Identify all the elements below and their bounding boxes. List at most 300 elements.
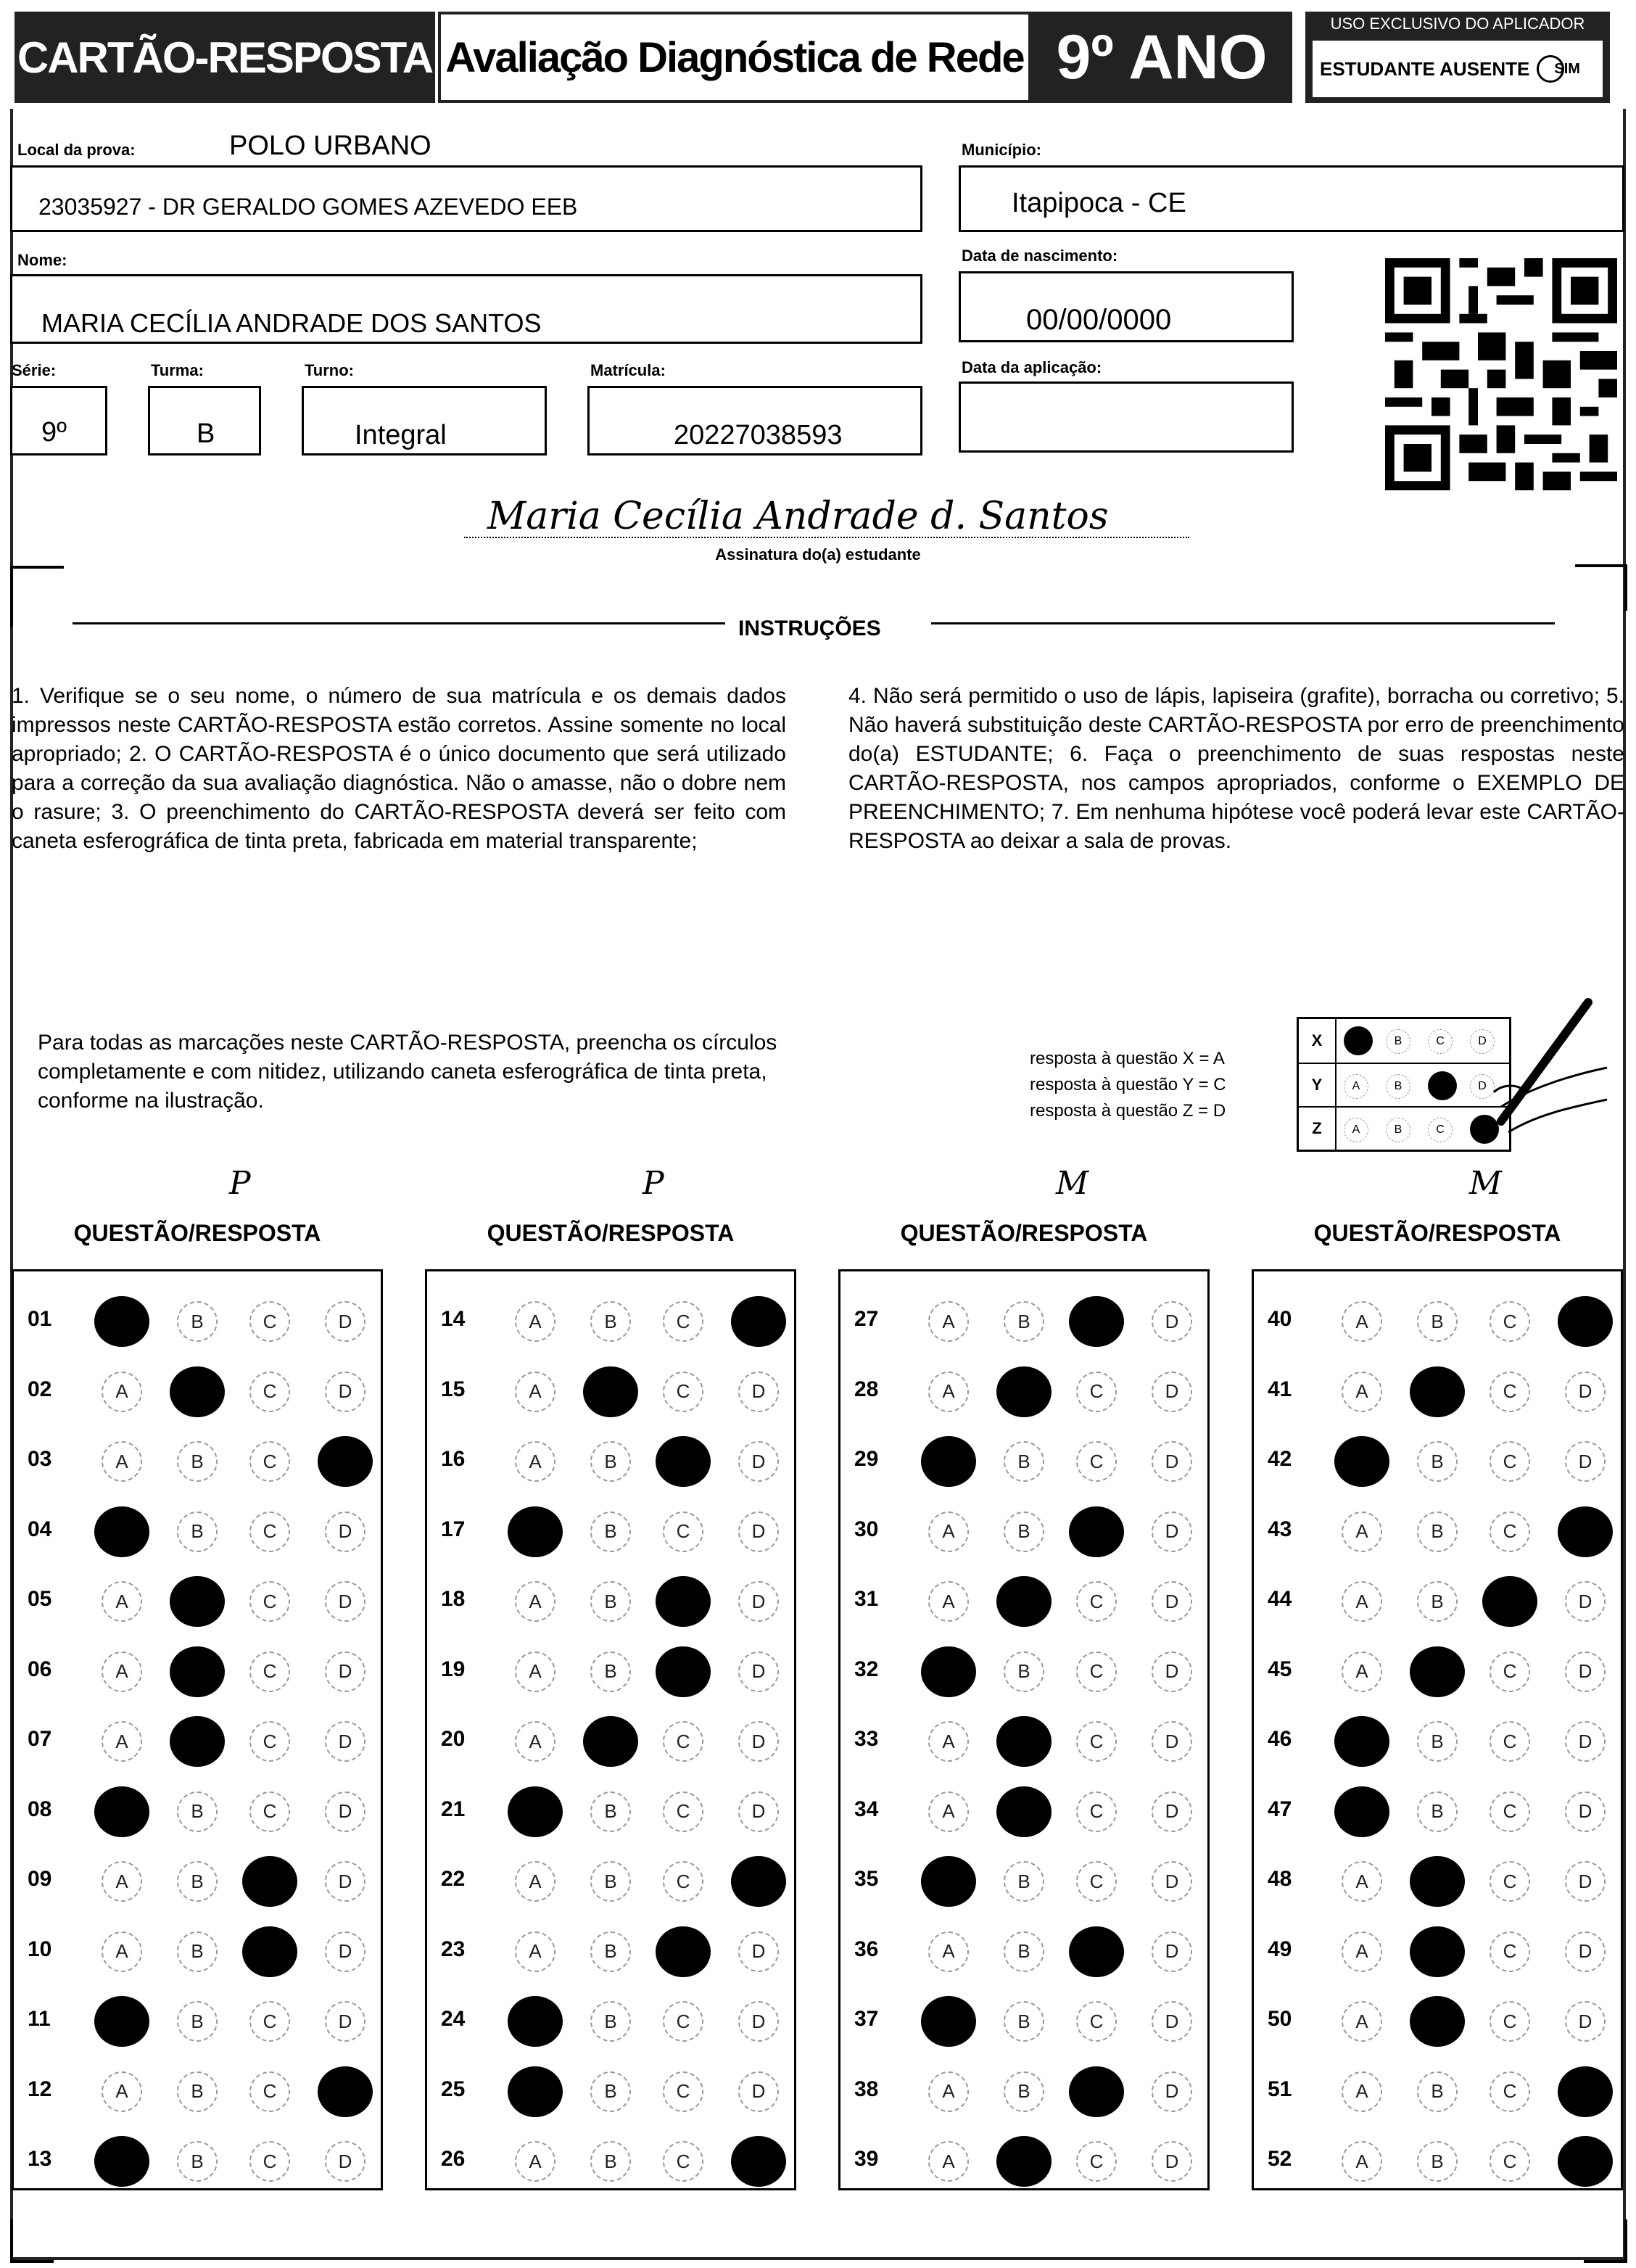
escola-field bbox=[10, 165, 922, 232]
exam-title: Avaliação Diagnóstica de Rede bbox=[438, 12, 1031, 103]
serie-label: Série: bbox=[12, 361, 57, 379]
answer-bubble-16-c[interactable] bbox=[656, 1436, 711, 1487]
question-number: 05 bbox=[28, 1587, 52, 1611]
answer-bubble-03-d[interactable] bbox=[318, 1436, 373, 1487]
answer-bubble-09-b[interactable]: B bbox=[177, 1861, 218, 1902]
example-row bbox=[1299, 1063, 1509, 1106]
answer-bubble-17-d[interactable]: D bbox=[738, 1512, 779, 1552]
answer-bubble-01-d[interactable]: D bbox=[325, 1301, 365, 1342]
answer-bubble-42-c[interactable]: C bbox=[1490, 1441, 1530, 1482]
question-number: 32 bbox=[854, 1657, 879, 1681]
answer-bubble-29-d[interactable]: D bbox=[1152, 1441, 1192, 1482]
corner-mark bbox=[1584, 2219, 1627, 2263]
answer-bubble-30-c[interactable] bbox=[1069, 1506, 1124, 1557]
answer-bubble-32-b[interactable]: B bbox=[1004, 1651, 1044, 1692]
answer-bubble-30-b[interactable]: B bbox=[1004, 1512, 1044, 1552]
answer-bubble-39-a[interactable]: A bbox=[928, 2141, 969, 2182]
answer-bubble-11-c[interactable]: C bbox=[249, 2001, 290, 2042]
answer-bubble-13-a[interactable] bbox=[94, 2136, 149, 2187]
answer-bubble-51-c[interactable]: C bbox=[1490, 2071, 1530, 2112]
answer-bubble-17-b[interactable]: B bbox=[590, 1512, 631, 1552]
example-x-text: resposta à questão X = A bbox=[1030, 1049, 1225, 1068]
answer-bubble-46-d[interactable]: D bbox=[1565, 1721, 1606, 1762]
answer-bubble-06-d[interactable]: D bbox=[325, 1651, 365, 1692]
column-header: QUESTÃO/RESPOSTA bbox=[73, 1220, 321, 1246]
answer-bubble-10-c[interactable] bbox=[242, 1926, 297, 1977]
answer-bubble-40-b[interactable]: B bbox=[1417, 1301, 1458, 1342]
answer-bubble-31-b[interactable] bbox=[996, 1576, 1052, 1627]
answer-bubble-02-d[interactable]: D bbox=[325, 1372, 365, 1412]
answer-bubble-46-b[interactable]: B bbox=[1417, 1721, 1458, 1762]
answer-bubble-30-d[interactable]: D bbox=[1152, 1512, 1192, 1552]
question-number: 30 bbox=[854, 1517, 879, 1541]
answer-bubble-31-d[interactable]: D bbox=[1152, 1581, 1192, 1622]
answer-bubble-15-d[interactable]: D bbox=[738, 1372, 779, 1412]
answer-bubble-13-b[interactable]: B bbox=[177, 2141, 218, 2182]
nome-label: Nome: bbox=[17, 251, 67, 269]
answer-bubble-36-a[interactable]: A bbox=[928, 1931, 969, 1972]
question-number: 13 bbox=[28, 2147, 52, 2171]
answer-bubble-49-d[interactable]: D bbox=[1565, 1931, 1606, 1972]
answer-bubble-08-c[interactable]: C bbox=[249, 1791, 290, 1832]
answer-bubble-36-c[interactable] bbox=[1069, 1926, 1124, 1977]
question-number: 42 bbox=[1268, 1447, 1292, 1471]
answer-bubble-21-a[interactable] bbox=[508, 1786, 563, 1837]
answer-bubble-50-d[interactable]: D bbox=[1565, 2001, 1606, 2042]
answer-bubble-45-c[interactable]: C bbox=[1490, 1651, 1530, 1692]
answer-bubble-01-a[interactable] bbox=[94, 1296, 149, 1347]
answer-bubble-45-b[interactable] bbox=[1410, 1646, 1465, 1697]
answer-bubble-20-b[interactable] bbox=[583, 1716, 638, 1767]
answer-bubble-35-c[interactable]: C bbox=[1076, 1861, 1117, 1902]
question-number: 23 bbox=[441, 1937, 466, 1961]
answer-bubble-24-a[interactable] bbox=[508, 1996, 563, 2047]
answer-bubble-41-d[interactable]: D bbox=[1565, 1372, 1606, 1412]
question-number: 46 bbox=[1268, 1727, 1292, 1751]
answer-bubble-48-b[interactable] bbox=[1410, 1856, 1465, 1907]
answer-bubble-28-b[interactable] bbox=[996, 1366, 1052, 1417]
answer-bubble-09-d[interactable]: D bbox=[325, 1861, 365, 1902]
answer-bubble-31-a[interactable]: A bbox=[928, 1581, 969, 1622]
column-header: QUESTÃO/RESPOSTA bbox=[1313, 1220, 1561, 1246]
question-number: 17 bbox=[441, 1517, 466, 1541]
answer-bubble-49-b[interactable] bbox=[1410, 1926, 1465, 1977]
question-number: 48 bbox=[1268, 1867, 1292, 1891]
municipio-field bbox=[959, 165, 1624, 232]
answer-bubble-27-c[interactable] bbox=[1069, 1296, 1124, 1347]
question-number: 41 bbox=[1268, 1377, 1292, 1401]
serie-field bbox=[10, 386, 107, 455]
answer-bubble-29-a[interactable] bbox=[921, 1436, 976, 1487]
grade-label: 9º ANO bbox=[1031, 12, 1292, 103]
answer-bubble-39-c[interactable]: C bbox=[1076, 2141, 1117, 2182]
answer-bubble-38-d[interactable]: D bbox=[1152, 2071, 1192, 2112]
instructions-left: 1. Verifique se o seu nome, o número de sua matrícula e os demais dados impressos neste CARTÃO-RESPOSTA estão corretos. Assine somente no local apropriado; 2. O CARTÃO-RESPOSTA é o único documento que será utilizado para a correção da sua avaliação diagnóstica. Não o amasse, não o dobre nem o rasure; 3. O preenchimento do CARTÃO-RESPOSTA deverá ser feito com caneta esferográfica de tinta preta, fabricada em material transparente; bbox=[12, 684, 786, 853]
answer-bubble-37-c[interactable]: C bbox=[1076, 2001, 1117, 2042]
signature-label: Assinatura do(a) estudante bbox=[715, 545, 921, 564]
answer-bubble-26-d[interactable] bbox=[731, 2136, 786, 2187]
answer-bubble-52-b[interactable]: B bbox=[1417, 2141, 1458, 2182]
answer-bubble-44-c[interactable] bbox=[1482, 1576, 1537, 1627]
answer-bubble-08-a[interactable] bbox=[94, 1786, 149, 1837]
serie-value: 9º bbox=[41, 417, 67, 448]
answer-bubble-25-c[interactable]: C bbox=[663, 2071, 703, 2112]
example-bubble: A bbox=[1344, 1118, 1368, 1142]
answer-bubble-44-d[interactable]: D bbox=[1565, 1581, 1606, 1622]
answer-bubble-04-c[interactable]: C bbox=[249, 1512, 290, 1552]
answer-bubble-45-a[interactable]: A bbox=[1342, 1651, 1382, 1692]
answer-bubble-23-b[interactable]: B bbox=[590, 1931, 631, 1972]
answer-bubble-35-b[interactable]: B bbox=[1004, 1861, 1044, 1902]
answer-bubble-33-d[interactable]: D bbox=[1152, 1721, 1192, 1762]
question-number: 26 bbox=[441, 2147, 466, 2171]
answer-bubble-52-a[interactable]: A bbox=[1342, 2141, 1382, 2182]
answer-bubble-25-b[interactable]: B bbox=[590, 2071, 631, 2112]
answer-bubble-48-d[interactable]: D bbox=[1565, 1861, 1606, 1902]
answer-bubble-04-a[interactable] bbox=[94, 1506, 149, 1557]
answer-bubble-09-c[interactable] bbox=[242, 1856, 297, 1907]
column-mark: M bbox=[1469, 1165, 1503, 1202]
answer-bubble-14-d[interactable] bbox=[731, 1296, 786, 1347]
question-number: 11 bbox=[28, 2007, 51, 2031]
answer-bubble-26-b[interactable]: B bbox=[590, 2141, 631, 2182]
question-number: 29 bbox=[854, 1447, 879, 1471]
answer-bubble-43-a[interactable]: A bbox=[1342, 1512, 1382, 1552]
answer-bubble-36-d[interactable]: D bbox=[1152, 1931, 1192, 1972]
example-question-label: Z bbox=[1299, 1108, 1337, 1150]
answer-bubble-15-a[interactable]: A bbox=[515, 1372, 555, 1412]
answer-bubble-19-a[interactable]: A bbox=[515, 1651, 555, 1692]
answer-bubble-51-d[interactable] bbox=[1558, 2066, 1613, 2117]
answer-bubble-14-b[interactable]: B bbox=[590, 1301, 631, 1342]
answer-bubble-39-b[interactable] bbox=[996, 2136, 1052, 2187]
example-bubble: B bbox=[1386, 1074, 1410, 1099]
answer-bubble-40-a[interactable]: A bbox=[1342, 1301, 1382, 1342]
answer-bubble-29-b[interactable]: B bbox=[1004, 1441, 1044, 1482]
sim-label: SIM bbox=[1554, 60, 1580, 77]
answer-bubble-46-a[interactable] bbox=[1334, 1716, 1389, 1767]
answer-bubble-24-b[interactable]: B bbox=[590, 2001, 631, 2042]
answer-bubble-34-c[interactable]: C bbox=[1076, 1791, 1117, 1832]
answer-bubble-51-b[interactable]: B bbox=[1417, 2071, 1458, 2112]
nome-value: MARIA CECÍLIA ANDRADE DOS SANTOS bbox=[41, 308, 542, 338]
answer-bubble-02-c[interactable]: C bbox=[249, 1372, 290, 1412]
turma-field bbox=[148, 386, 261, 455]
turma-value: B bbox=[197, 418, 215, 449]
answer-bubble-11-d[interactable]: D bbox=[325, 2001, 365, 2042]
answer-bubble-33-c[interactable]: C bbox=[1076, 1721, 1117, 1762]
answer-bubble-18-b[interactable]: B bbox=[590, 1581, 631, 1622]
answer-bubble-21-d[interactable]: D bbox=[738, 1791, 779, 1832]
answer-bubble-42-d[interactable]: D bbox=[1565, 1441, 1606, 1482]
column-header: QUESTÃO/RESPOSTA bbox=[900, 1220, 1148, 1246]
answer-bubble-16-a[interactable]: A bbox=[515, 1441, 555, 1482]
answer-bubble-20-a[interactable]: A bbox=[515, 1721, 555, 1762]
answer-bubble-15-b[interactable] bbox=[583, 1366, 638, 1417]
example-row bbox=[1299, 1106, 1509, 1150]
answer-bubble-05-b[interactable] bbox=[170, 1576, 225, 1627]
answer-bubble-27-a[interactable]: A bbox=[928, 1301, 969, 1342]
answer-bubble-18-d[interactable]: D bbox=[738, 1581, 779, 1622]
answer-bubble-16-d[interactable]: D bbox=[738, 1441, 779, 1482]
answer-bubble-01-b[interactable]: B bbox=[177, 1301, 218, 1342]
example-bubble: C bbox=[1428, 1118, 1453, 1142]
answer-bubble-28-d[interactable]: D bbox=[1152, 1372, 1192, 1412]
answer-bubble-23-c[interactable] bbox=[656, 1926, 711, 1977]
answer-bubble-34-b[interactable] bbox=[996, 1786, 1052, 1837]
answer-bubble-32-d[interactable]: D bbox=[1152, 1651, 1192, 1692]
question-number: 20 bbox=[441, 1727, 466, 1751]
question-number: 22 bbox=[441, 1867, 466, 1891]
answer-bubble-28-a[interactable]: A bbox=[928, 1372, 969, 1412]
question-number: 47 bbox=[1268, 1797, 1292, 1821]
question-number: 25 bbox=[441, 2077, 466, 2101]
answer-bubble-13-c[interactable]: C bbox=[249, 2141, 290, 2182]
answer-bubble-35-d[interactable]: D bbox=[1152, 1861, 1192, 1902]
answer-bubble-37-a[interactable] bbox=[921, 1996, 976, 2047]
answer-bubble-19-c[interactable] bbox=[656, 1646, 711, 1697]
answer-bubble-44-b[interactable]: B bbox=[1417, 1581, 1458, 1622]
answer-bubble-38-a[interactable]: A bbox=[928, 2071, 969, 2112]
answer-bubble-38-b[interactable]: B bbox=[1004, 2071, 1044, 2112]
answer-bubble-37-d[interactable]: D bbox=[1152, 2001, 1192, 2042]
question-number: 43 bbox=[1268, 1517, 1292, 1541]
answer-bubble-13-d[interactable]: D bbox=[325, 2141, 365, 2182]
corner-mark bbox=[10, 566, 64, 627]
question-number: 02 bbox=[28, 1377, 52, 1401]
question-number: 21 bbox=[441, 1797, 466, 1821]
answer-bubble-01-c[interactable]: C bbox=[249, 1301, 290, 1342]
local-value: POLO URBANO bbox=[229, 131, 431, 161]
answer-bubble-22-a[interactable]: A bbox=[515, 1861, 555, 1902]
escola-value: 23035927 - DR GERALDO GOMES AZEVEDO EEB bbox=[38, 194, 578, 220]
question-number: 04 bbox=[28, 1517, 52, 1541]
nasc-label: Data de nascimento: bbox=[962, 247, 1118, 265]
answer-bubble-35-a[interactable] bbox=[921, 1856, 976, 1907]
answer-bubble-27-d[interactable]: D bbox=[1152, 1301, 1192, 1342]
answer-bubble-08-d[interactable]: D bbox=[325, 1791, 365, 1832]
instructions-right: 4. Não será permitido o uso de lápis, lapiseira (grafite), borracha ou corretivo; 5. Não haverá substituição deste CARTÃO-RESPOSTA por erro de preenchimento do(a) ESTUDANTE; 6. Faça o preenchimento de suas respostas neste CARTÃO-RESPOSTA, nos campos apropriados, conforme o EXEMPLO DE PREENCHIMENTO; 7. Em nenhuma hipótese você poderá levar este CARTÃO-RESPOSTA ao deixar a sala de provas. bbox=[848, 684, 1624, 853]
answer-bubble-41-b[interactable] bbox=[1410, 1366, 1465, 1417]
answer-bubble-34-a[interactable]: A bbox=[928, 1791, 969, 1832]
answer-bubble-48-a[interactable]: A bbox=[1342, 1861, 1382, 1902]
answer-bubble-12-d[interactable] bbox=[318, 2066, 373, 2117]
answer-bubble-23-d[interactable]: D bbox=[738, 1931, 779, 1972]
divider bbox=[73, 622, 725, 624]
card-title: CARTÃO-RESPOSTA bbox=[15, 12, 435, 103]
answer-bubble-49-c[interactable]: C bbox=[1490, 1931, 1530, 1972]
answer-bubble-37-b[interactable]: B bbox=[1004, 2001, 1044, 2042]
answer-bubble-10-b[interactable]: B bbox=[177, 1931, 218, 1972]
answer-bubble-18-a[interactable]: A bbox=[515, 1581, 555, 1622]
nasc-value: 00/00/0000 bbox=[1026, 304, 1172, 336]
column-mark: M bbox=[1056, 1165, 1089, 1202]
answer-bubble-12-c[interactable]: C bbox=[249, 2071, 290, 2112]
question-number: 50 bbox=[1268, 2007, 1292, 2031]
ausente-label: ESTUDANTE AUSENTE bbox=[1320, 57, 1530, 80]
answer-bubble-02-b[interactable] bbox=[170, 1366, 225, 1417]
answer-bubble-39-d[interactable]: D bbox=[1152, 2141, 1192, 2182]
answer-bubble-29-c[interactable]: C bbox=[1076, 1441, 1117, 1482]
question-number: 07 bbox=[28, 1727, 52, 1751]
answer-bubble-09-a[interactable]: A bbox=[102, 1861, 142, 1902]
answer-bubble-31-c[interactable]: C bbox=[1076, 1581, 1117, 1622]
answer-bubble-23-a[interactable]: A bbox=[515, 1931, 555, 1972]
answer-bubble-19-b[interactable]: B bbox=[590, 1651, 631, 1692]
answer-bubble-14-a[interactable]: A bbox=[515, 1301, 555, 1342]
answer-bubble-03-b[interactable]: B bbox=[177, 1441, 218, 1482]
answer-bubble-34-d[interactable]: D bbox=[1152, 1791, 1192, 1832]
answer-bubble-43-d[interactable] bbox=[1558, 1506, 1613, 1557]
answer-bubble-48-c[interactable]: C bbox=[1490, 1861, 1530, 1902]
answer-bubble-42-a[interactable] bbox=[1334, 1436, 1389, 1487]
answer-bubble-41-c[interactable]: C bbox=[1490, 1372, 1530, 1412]
municipio-value: Itapipoca - CE bbox=[1012, 188, 1186, 218]
answer-bubble-20-c[interactable]: C bbox=[663, 1721, 703, 1762]
answer-bubble-11-a[interactable] bbox=[94, 1996, 149, 2047]
question-number: 06 bbox=[28, 1657, 52, 1681]
answer-bubble-40-d[interactable] bbox=[1558, 1296, 1613, 1347]
example-bubble: B bbox=[1386, 1029, 1410, 1054]
column-header: QUESTÃO/RESPOSTA bbox=[487, 1220, 735, 1246]
signature: Maria Cecília Andrade d. Santos bbox=[487, 495, 1109, 538]
answer-bubble-17-a[interactable] bbox=[508, 1506, 563, 1557]
answer-bubble-24-c[interactable]: C bbox=[663, 2001, 703, 2042]
answer-bubble-07-b[interactable] bbox=[170, 1716, 225, 1767]
question-number: 14 bbox=[441, 1307, 466, 1331]
answer-bubble-44-a[interactable]: A bbox=[1342, 1581, 1382, 1622]
answer-bubble-52-c[interactable]: C bbox=[1490, 2141, 1530, 2182]
question-number: 49 bbox=[1268, 1937, 1292, 1961]
nasc-field bbox=[959, 271, 1294, 342]
answer-bubble-26-c[interactable]: C bbox=[663, 2141, 703, 2182]
answer-bubble-43-b[interactable]: B bbox=[1417, 1512, 1458, 1552]
example-row bbox=[1299, 1019, 1509, 1063]
question-number: 09 bbox=[28, 1867, 52, 1891]
turma-label: Turma: bbox=[151, 361, 204, 379]
answer-bubble-03-a[interactable]: A bbox=[102, 1441, 142, 1482]
answer-bubble-47-d[interactable]: D bbox=[1565, 1791, 1606, 1832]
answer-bubble-22-d[interactable] bbox=[731, 1856, 786, 1907]
answer-bubble-30-a[interactable]: A bbox=[928, 1512, 969, 1552]
answer-bubble-04-d[interactable]: D bbox=[325, 1512, 365, 1552]
answer-bubble-49-a[interactable]: A bbox=[1342, 1931, 1382, 1972]
answer-bubble-10-a[interactable]: A bbox=[102, 1931, 142, 1972]
question-number: 35 bbox=[854, 1867, 879, 1891]
question-number: 31 bbox=[854, 1587, 879, 1611]
answer-bubble-06-b[interactable] bbox=[170, 1646, 225, 1697]
example-z-text: resposta à questão Z = D bbox=[1030, 1101, 1226, 1121]
answer-bubble-07-a[interactable]: A bbox=[102, 1721, 142, 1762]
answer-bubble-19-d[interactable]: D bbox=[738, 1651, 779, 1692]
answer-bubble-43-c[interactable]: C bbox=[1490, 1512, 1530, 1552]
answer-bubble-50-b[interactable] bbox=[1410, 1996, 1465, 2047]
example-y-text: resposta à questão Y = C bbox=[1030, 1075, 1226, 1094]
answer-bubble-28-c[interactable]: C bbox=[1076, 1372, 1117, 1412]
answer-bubble-25-a[interactable] bbox=[508, 2066, 563, 2117]
answer-bubble-21-b[interactable]: B bbox=[590, 1791, 631, 1832]
answer-bubble-24-d[interactable]: D bbox=[738, 2001, 779, 2042]
answer-bubble-50-a[interactable]: A bbox=[1342, 2001, 1382, 2042]
question-number: 10 bbox=[28, 1937, 52, 1961]
answer-bubble-32-c[interactable]: C bbox=[1076, 1651, 1117, 1692]
answer-bubble-41-a[interactable]: A bbox=[1342, 1372, 1382, 1412]
answer-bubble-21-c[interactable]: C bbox=[663, 1791, 703, 1832]
answer-bubble-18-c[interactable] bbox=[656, 1576, 711, 1627]
answer-bubble-45-d[interactable]: D bbox=[1565, 1651, 1606, 1692]
answer-bubble-05-c[interactable]: C bbox=[249, 1581, 290, 1622]
example-filled-bubble bbox=[1428, 1071, 1457, 1100]
answer-bubble-05-d[interactable]: D bbox=[325, 1581, 365, 1622]
answer-bubble-12-b[interactable]: B bbox=[177, 2071, 218, 2112]
answer-bubble-26-a[interactable]: A bbox=[515, 2141, 555, 2182]
question-number: 36 bbox=[854, 1937, 879, 1961]
ausente-field[interactable] bbox=[1313, 41, 1603, 97]
answer-bubble-46-c[interactable]: C bbox=[1490, 1721, 1530, 1762]
nome-field bbox=[10, 274, 922, 344]
answer-bubble-47-b[interactable]: B bbox=[1417, 1791, 1458, 1832]
answer-bubble-25-d[interactable]: D bbox=[738, 2071, 779, 2112]
answer-bubble-50-c[interactable]: C bbox=[1490, 2001, 1530, 2042]
answer-bubble-22-c[interactable]: C bbox=[663, 1861, 703, 1902]
question-number: 28 bbox=[854, 1377, 879, 1401]
answer-bubble-08-b[interactable]: B bbox=[177, 1791, 218, 1832]
question-number: 27 bbox=[854, 1307, 879, 1331]
question-number: 38 bbox=[854, 2077, 879, 2101]
answer-bubble-14-c[interactable]: C bbox=[663, 1301, 703, 1342]
aplicacao-field[interactable] bbox=[959, 382, 1294, 453]
answer-bubble-47-c[interactable]: C bbox=[1490, 1791, 1530, 1832]
question-number: 39 bbox=[854, 2147, 879, 2171]
answer-bubble-07-c[interactable]: C bbox=[249, 1721, 290, 1762]
answer-bubble-16-b[interactable]: B bbox=[590, 1441, 631, 1482]
answer-bubble-15-c[interactable]: C bbox=[663, 1372, 703, 1412]
answer-bubble-33-b[interactable] bbox=[996, 1716, 1052, 1767]
answer-bubble-04-b[interactable]: B bbox=[177, 1512, 218, 1552]
answer-bubble-27-b[interactable]: B bbox=[1004, 1301, 1044, 1342]
answer-bubble-02-a[interactable]: A bbox=[102, 1372, 142, 1412]
answer-bubble-05-a[interactable]: A bbox=[102, 1581, 142, 1622]
answer-bubble-06-c[interactable]: C bbox=[249, 1651, 290, 1692]
answer-bubble-06-a[interactable]: A bbox=[102, 1651, 142, 1692]
answer-bubble-52-d[interactable] bbox=[1558, 2136, 1613, 2187]
question-number: 24 bbox=[441, 2007, 466, 2031]
question-number: 33 bbox=[854, 1727, 879, 1751]
answer-bubble-42-b[interactable]: B bbox=[1417, 1441, 1458, 1482]
answer-bubble-03-c[interactable]: C bbox=[249, 1441, 290, 1482]
example-bubble: C bbox=[1428, 1029, 1453, 1054]
answer-bubble-10-d[interactable]: D bbox=[325, 1931, 365, 1972]
answer-bubble-32-a[interactable] bbox=[921, 1646, 976, 1697]
example-legend bbox=[1030, 1046, 1226, 1124]
answer-bubble-36-b[interactable]: B bbox=[1004, 1931, 1044, 1972]
answer-bubble-17-c[interactable]: C bbox=[663, 1512, 703, 1552]
answer-bubble-11-b[interactable]: B bbox=[177, 2001, 218, 2042]
answer-bubble-38-c[interactable] bbox=[1069, 2066, 1124, 2117]
answer-bubble-22-b[interactable]: B bbox=[590, 1861, 631, 1902]
answer-bubble-07-d[interactable]: D bbox=[325, 1721, 365, 1762]
answer-bubble-12-a[interactable]: A bbox=[102, 2071, 142, 2112]
question-number: 16 bbox=[441, 1447, 466, 1471]
answer-bubble-33-a[interactable]: A bbox=[928, 1721, 969, 1762]
answer-bubble-40-c[interactable]: C bbox=[1490, 1301, 1530, 1342]
aplicador-title: USO EXCLUSIVO DO APLICADOR bbox=[1330, 15, 1585, 33]
matricula-value: 20227038593 bbox=[674, 420, 843, 450]
answer-bubble-47-a[interactable] bbox=[1334, 1786, 1389, 1837]
answer-bubble-20-d[interactable]: D bbox=[738, 1721, 779, 1762]
answer-bubble-51-a[interactable]: A bbox=[1342, 2071, 1382, 2112]
question-number: 18 bbox=[441, 1587, 466, 1611]
